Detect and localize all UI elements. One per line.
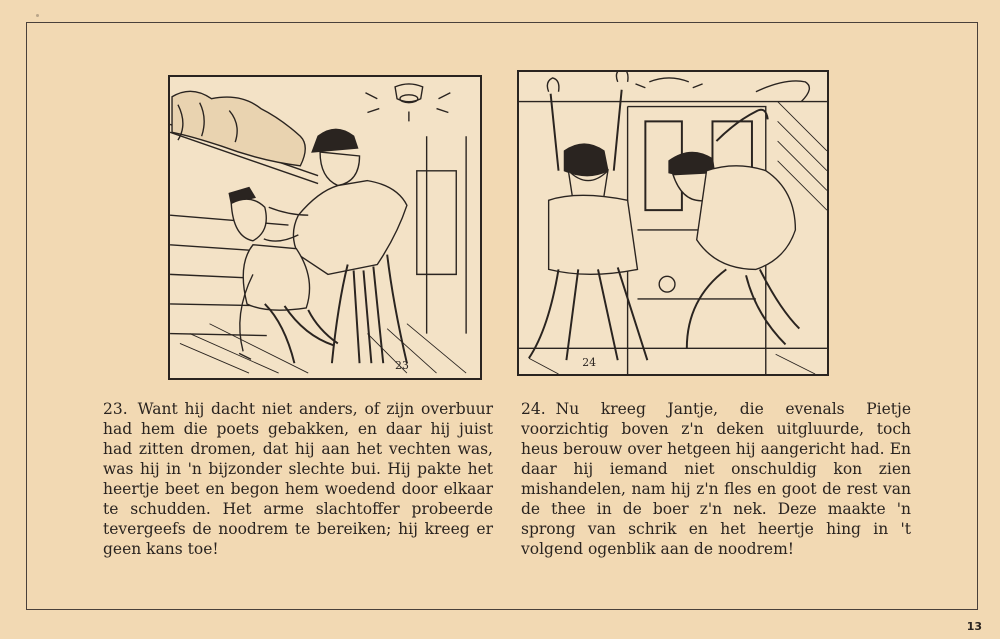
panel-23-number-mark: 23: [395, 359, 409, 373]
paper-speck: [36, 14, 39, 17]
panel-24-illustration: [519, 72, 827, 374]
page-number: 13: [966, 620, 982, 633]
caption-23-text: Want hij dacht niet anders, of zijn overbuur had hem die poets gebakken, en daar hij juist had zitten dromen, dat hij aan het vechten was, was hij in 'n bijzonder slechte bui. Hij pakte het heertje beet en begon hem woedend door elkaar te schudden. Het arme slachtoffer probeerde tevergeefs de noodrem te bereiken; hij kreeg er geen kans toe!: [103, 400, 493, 558]
comic-panel-23: [168, 75, 482, 380]
caption-23-number: 23.: [103, 400, 128, 418]
caption-24-number: 24.: [521, 400, 546, 418]
caption-24: [521, 399, 911, 559]
caption-24-text: Nu kreeg Jantje, die evenals Pietje voorzichtig boven z'n deken uitgluurde, toch heus berouw over hetgeen hij aangericht had. En daar hij iemand niet onschuldig kon zien mishandelen, nam hij z'n fles en goot de rest van de thee in de boer z'n nek. Deze maakte 'n sprong van schrik en het heertje hing in 't volgend ogenblik aan de noodrem!: [521, 400, 911, 558]
panel-23-illustration: [170, 77, 480, 378]
caption-23: [103, 399, 493, 559]
comic-panel-24: [517, 70, 829, 376]
panel-24-number-mark: 24: [582, 356, 597, 370]
